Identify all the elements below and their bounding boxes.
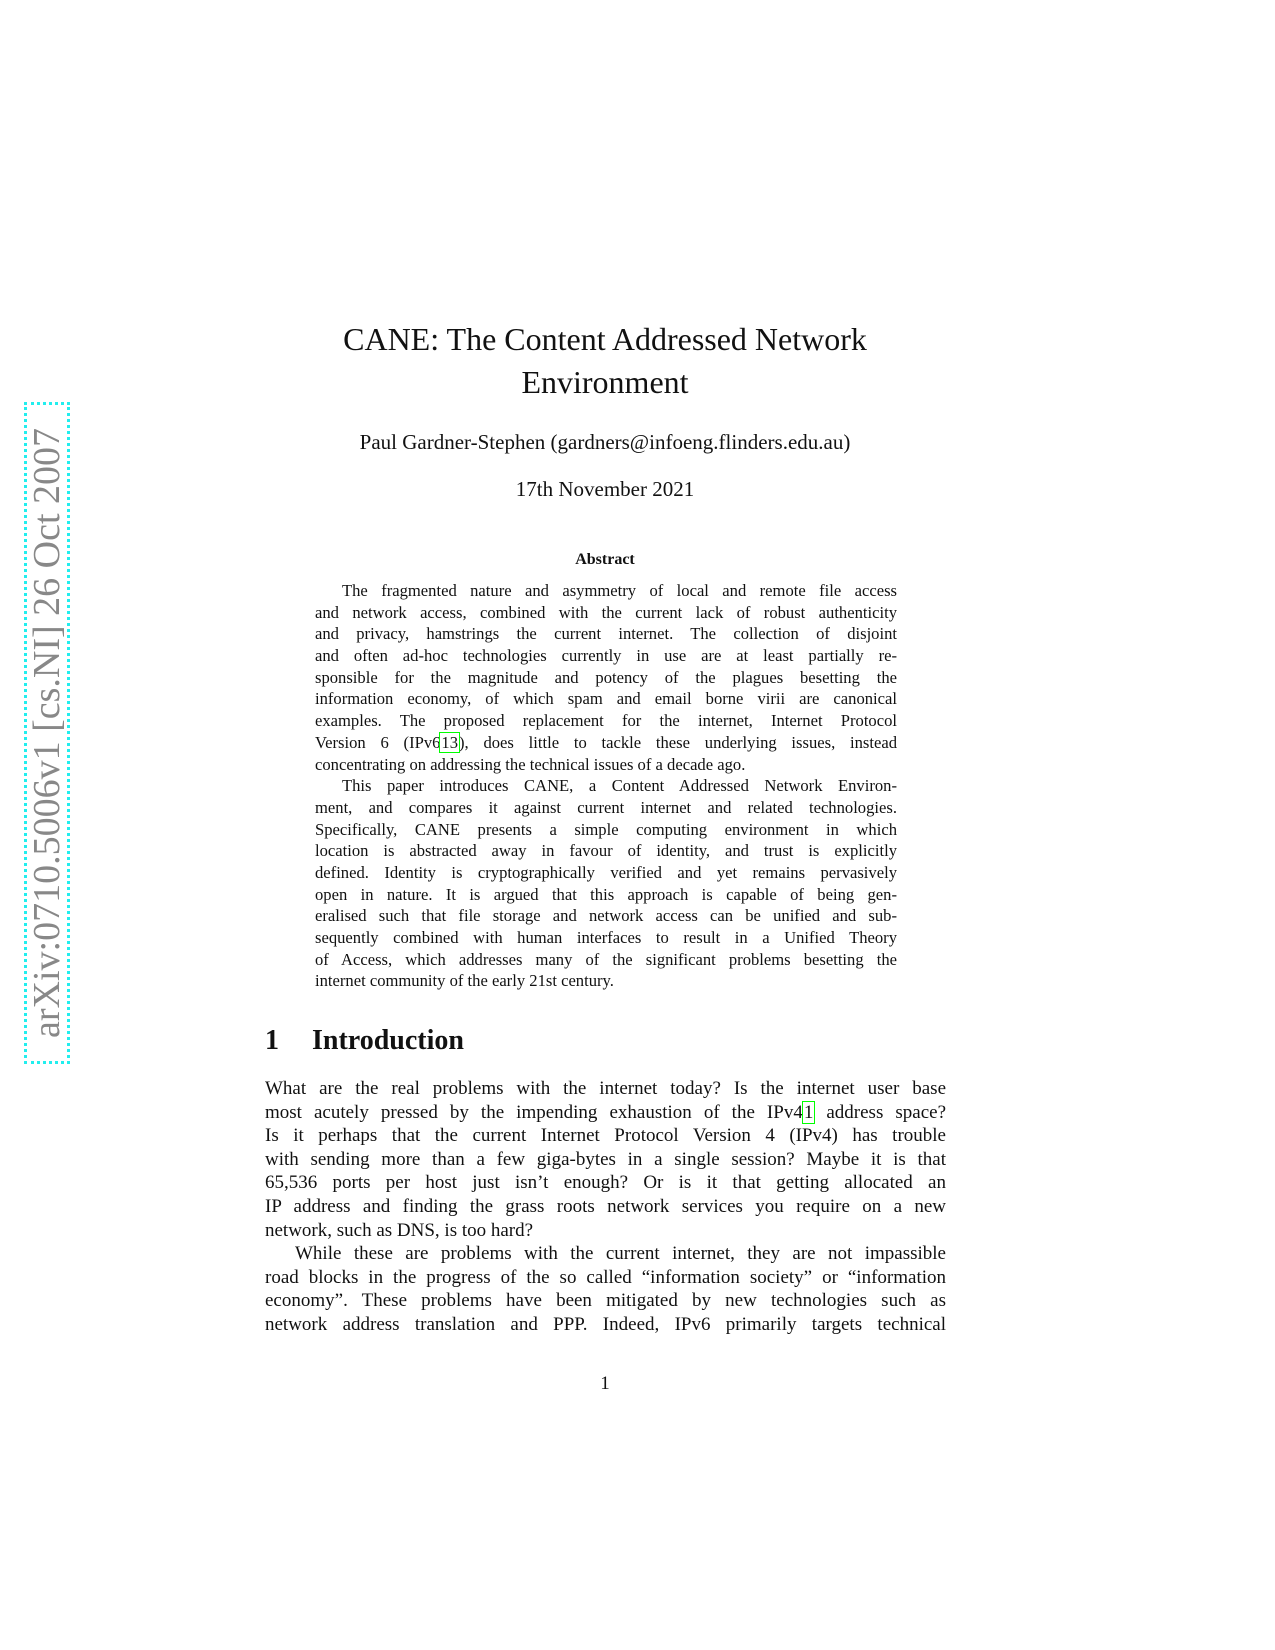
text-line	[265, 1195, 946, 1219]
line-text: ), does little to tackle these underlying issues, instead	[459, 732, 898, 752]
text-line	[315, 580, 897, 602]
line-text: open in nature. It is argued that this approach is capable of being gen-	[315, 884, 897, 904]
line-text: with sending more than a few giga-bytes in a single session? Maybe it is that	[265, 1148, 946, 1170]
line-text: ment, and compares it against current internet and related technologies.	[315, 797, 897, 817]
title-line: Environment	[521, 364, 689, 400]
line-text: of Access, which addresses many of the significant problems besetting the	[315, 949, 897, 969]
line-text: defined. Identity is cryptographically verified and yet remains pervasively	[315, 862, 897, 882]
line-text: network, such as DNS, is too hard?	[265, 1219, 534, 1241]
text-line	[315, 775, 897, 797]
line-text: road blocks in the progress of the so called “information society” or “information	[265, 1266, 946, 1288]
abstract-body	[315, 580, 897, 992]
line-text: Version 6 (IPv6	[315, 732, 441, 752]
line-text: While these are problems with the current internet, they are not impassible	[295, 1243, 946, 1265]
section-title: Introduction	[312, 1025, 464, 1056]
title-line: CANE: The Content Addressed Network	[343, 321, 867, 357]
line-text: What are the real problems with the internet today? Is the internet user base	[265, 1078, 946, 1099]
text-line	[265, 1171, 946, 1195]
line-text: eralised such that file storage and network access can be unified and sub-	[315, 906, 897, 926]
text-line	[315, 884, 897, 906]
text-line	[315, 949, 897, 971]
text-line	[315, 905, 897, 927]
line-text: network address translation and PPP. Indeed, IPv6 primarily targets technical	[265, 1313, 946, 1335]
text-line	[315, 623, 897, 645]
text-line	[265, 1313, 946, 1337]
line-text: concentrating on addressing the technical issues of a decade ago.	[315, 754, 746, 774]
text-line	[265, 1242, 946, 1266]
text-line	[315, 602, 897, 624]
line-text: and network access, combined with the current lack of robust authenticity	[315, 602, 897, 622]
text-line	[265, 1101, 946, 1125]
arxiv-stamp[interactable]	[24, 402, 70, 1064]
text-line	[265, 1124, 946, 1148]
text-line	[315, 970, 897, 992]
text-line	[315, 645, 897, 667]
line-text: information economy, of which spam and email borne virii are canonical	[315, 689, 897, 709]
paper-title	[200, 318, 1010, 404]
abstract-heading: Abstract	[575, 551, 635, 568]
text-line	[315, 797, 897, 819]
line-text: and privacy, hamstrings the current internet. The collection of disjoint	[315, 624, 897, 644]
citation-link[interactable]: 13	[441, 732, 459, 752]
page-number: 1	[600, 1373, 610, 1394]
text-line	[265, 1219, 946, 1243]
line-text: examples. The proposed replacement for the internet, Internet Protocol	[315, 711, 897, 731]
text-line	[265, 1148, 946, 1172]
text-line	[315, 840, 897, 862]
text-line	[265, 1077, 946, 1101]
arxiv-stamp-text[interactable]: arXiv:0710.5006v1 [cs.NI] 26 Oct 2007	[26, 427, 68, 1039]
text-line	[315, 819, 897, 841]
text-line	[315, 667, 897, 689]
author: Paul Gardner-Stephen (gardners@infoeng.flinders.edu.au)	[359, 430, 851, 454]
line-text: location is abstracted away in favour of identity, and trust is explicitly	[315, 841, 897, 861]
text-line	[265, 1289, 946, 1313]
date: 17th November 2021	[515, 477, 695, 501]
text-line	[315, 710, 897, 732]
line-text: address space?	[814, 1101, 947, 1123]
text-line	[315, 754, 897, 776]
text-line	[315, 688, 897, 710]
line-text: and often ad-hoc technologies currently in use are at least partially re-	[315, 646, 897, 666]
line-text: most acutely pressed by the impending exhaustion of the IPv4	[265, 1101, 803, 1123]
text-line	[315, 732, 897, 754]
line-text: 65,536 ports per host just isn’t enough? Or is it that getting allocated an	[265, 1172, 946, 1194]
line-text: sequently combined with human interfaces to result in a Unified Theory	[315, 928, 897, 947]
section-number: 1	[265, 1025, 279, 1056]
line-text: This paper introduces CANE, a Content Addressed Network Environ-	[342, 776, 897, 796]
text-line	[315, 862, 897, 884]
line-text: economy”. These problems have been mitigated by new technologies such as	[265, 1290, 946, 1312]
line-text: IP address and finding the grass roots network services you require on a new	[265, 1195, 946, 1217]
text-line	[315, 927, 897, 949]
line-text: Specifically, CANE presents a simple computing environment in which	[315, 819, 897, 839]
section-heading	[265, 1025, 464, 1057]
text-line	[265, 1266, 946, 1290]
line-text: internet community of the early 21st century.	[315, 971, 614, 991]
citation-link[interactable]: 1	[803, 1101, 814, 1123]
introduction-body	[265, 1077, 946, 1337]
line-text: Is it perhaps that the current Internet Protocol Version 4 (IPv4) has trouble	[265, 1125, 946, 1147]
line-text: The fragmented nature and asymmetry of local and remote file access	[342, 581, 897, 600]
line-text: sponsible for the magnitude and potency of the plagues besetting the	[315, 667, 897, 687]
